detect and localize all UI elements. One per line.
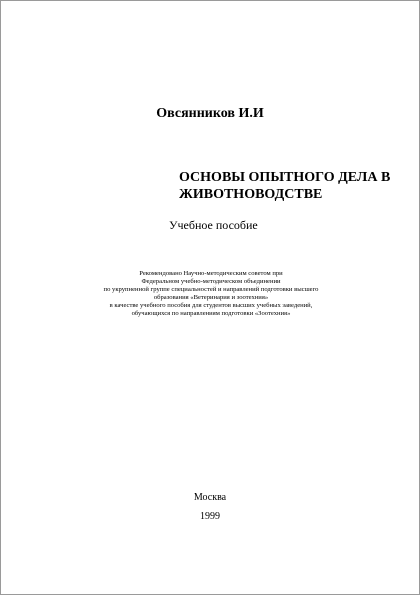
book-title-line-2: ЖИВОТНОВОДСТВЕ bbox=[179, 187, 323, 202]
recommendation-line: обучающихся по направлениям подготовки «Зоотехния» bbox=[131, 310, 291, 318]
recommendation-line: Федеральном учебно-методическом объединении bbox=[141, 278, 281, 286]
book-subtitle: Учебное пособие bbox=[169, 218, 258, 232]
recommendation-note bbox=[41, 270, 381, 319]
recommendation-line: в качестве учебного пособия для студентов высших учебных заведений, bbox=[109, 302, 313, 310]
recommendation-line: по укрупненной группе специальностей и направлений подготовки высшего bbox=[103, 286, 319, 294]
publication-city: Москва bbox=[193, 492, 227, 503]
author-name: Овсянников И.И bbox=[156, 106, 264, 121]
recommendation-line: образования «Ветеринария и зоотехния» bbox=[153, 294, 269, 302]
recommendation-line: Рекомендовано Научно-методическим советом при bbox=[139, 270, 283, 277]
book-title bbox=[179, 169, 390, 203]
book-title-line-1: ОСНОВЫ ОПЫТНОГО ДЕЛА В bbox=[179, 170, 391, 185]
publication-year: 1999 bbox=[200, 511, 220, 522]
